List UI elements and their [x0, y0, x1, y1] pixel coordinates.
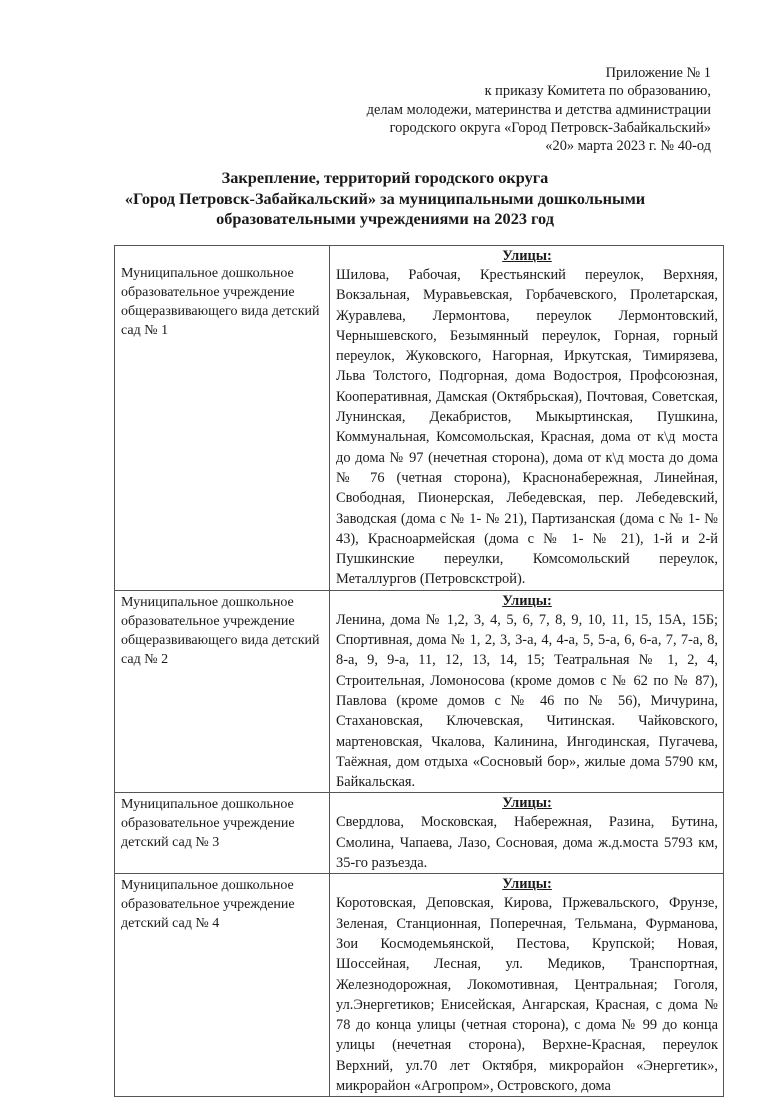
assignment-table	[114, 245, 724, 1097]
streets-cell	[330, 246, 724, 591]
streets-list: Свердлова, Московская, Набережная, Разина, Бутина, Смолина, Чапаева, Лазо, Сосновая, дома ж.д.моста 5793 км, 35-го разъезда.	[336, 814, 718, 872]
table-row	[115, 793, 724, 874]
institution-cell: Муниципальное дошкольное образовательное учреждение общеразвивающего вида детский сад № 2	[115, 590, 330, 793]
appendix-line: делам молодежи, материнства и детства администрации	[366, 101, 711, 118]
appendix-line: к приказу Комитета по образованию,	[484, 83, 711, 100]
institution-cell: Муниципальное дошкольное образовательное учреждение детский сад № 3	[115, 793, 330, 874]
streets-list: Ленина, дома № 1,2, 3, 4, 5, 6, 7, 8, 9, 10, 11, 15, 15А, 15Б; Спортивная, дома № 1, 2, 3, 3-а, 4, 4-а, 5, 5-а, 6, 6-а, 7, 7-а, 8, 8-а, 9, 9-а, 11, 12, 13, 14, 15; Театральная № 1, 2, 4, Строительная, Ломоносова (кроме домов с № 62 по № 87), Павлова (кроме домов с № 46 по № 56), Мичурина, Стахановская, Ключевская, Читинская. Чайковского, мартеновская, Чкалова, Калинина, Ингодинская, Пугачева, Таёжная, дом отдыха «Сосновый бор», жилые дома 5790 км, Байкальская.	[336, 611, 718, 791]
streets-heading: Улицы:	[502, 248, 552, 264]
institution-cell: Муниципальное дошкольное образовательное учреждение детский сад № 4	[115, 874, 330, 1097]
institution-cell: Муниципальное дошкольное образовательное учреждение общеразвивающего вида детский сад № 1	[115, 246, 330, 591]
streets-cell	[330, 793, 724, 874]
streets-heading: Улицы:	[502, 795, 552, 812]
table-row	[115, 246, 724, 591]
title-line: образовательными учреждениями на 2023 год	[216, 209, 554, 228]
appendix-line: городского округа «Город Петровск-Забайкальский»	[389, 119, 711, 136]
appendix-block	[231, 64, 711, 155]
appendix-line: Приложение № 1	[605, 65, 711, 81]
title-line: Закрепление, территорий городского округа	[221, 168, 549, 187]
appendix-line: «20» марта 2023 г. № 40-од	[545, 138, 711, 155]
streets-list: Коротовская, Деповская, Кирова, Пржевальского, Фрунзе, Зеленая, Станционная, Поперечная, Тельмана, Фурманова, Зои Космодемьянской, Пестова, Крупской; Новая, Шоссейная, Лесная, ул. Медиков, Транспортная, Железнодорожная, Локомотивная, Центральная; Гоголя, ул.Энергетиков; Енисейская, Ангарская, Красная, с дома № 78 до конца улицы (четная сторона), с дома № 99 до конца улицы (нечетная сторона), Верхне-Красная, переулок Верхний, ул.70 лет Октября, микрорайон «Энергетик», микрорайон «Агропром», Островского, дома	[336, 895, 718, 1094]
streets-cell	[330, 874, 724, 1097]
streets-heading: Улицы:	[502, 592, 552, 609]
streets-cell	[330, 590, 724, 793]
streets-list: Шилова, Рабочая, Крестьянский переулок, Верхняя, Вокзальная, Муравьевская, Горбачевского, Пролетарская, Журавлева, Лермонтова, переулок Лермонтовский, Чернышевского, Безымянный переулок, Горная, горный переулок, Жуковского, Нагорная, Иркутская, Тимирязева, Льва Толстого, Подгорная, дома Водостроя, Профсоюзная, Кооперативная, Дамская (Октябрьская), Почтовая, Советская, Лунинская, Декабристов, Мыкыртинская, Пушкина, Коммунальная, Комсомольская, Красная, дома от к\д моста до дома № 97 (нечетная сторона), дома от к\д моста до дома № 76 (четная сторона), Краснонабережная, Линейная, Свободная, Пионерская, Лебедевская, пер. Лебедевский, Заводская (дома с № 1- № 21), Партизанская (дома с № 1- № 43), Красноармейская (дома с № 1- № 21), 1-й и 2-й Пушкинские переулки, Комсомольский переулок, Металлургов (Петровскстрой).	[336, 267, 718, 588]
title-line: «Город Петровск-Забайкальский» за муниципальными дошкольными	[124, 188, 646, 208]
table-row	[115, 590, 724, 793]
document-title	[100, 168, 670, 230]
table-row	[115, 874, 724, 1097]
streets-heading: Улицы:	[502, 876, 552, 893]
